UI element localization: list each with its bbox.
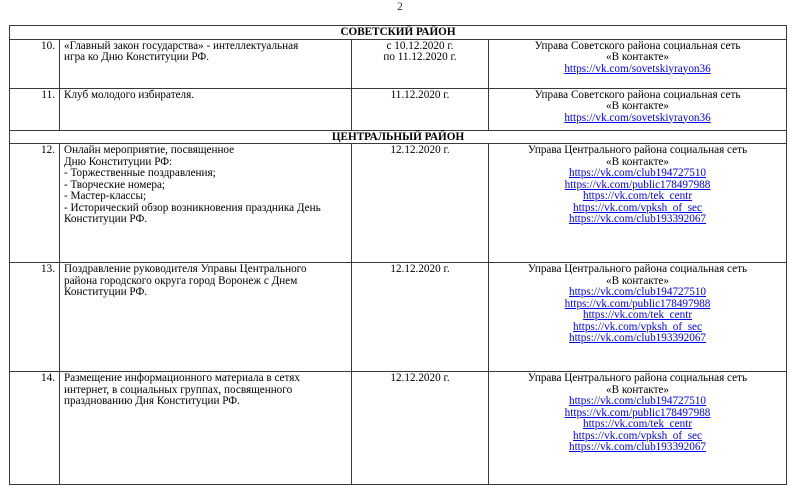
description-line: игра ко Дню Конституции РФ.	[64, 51, 210, 63]
vk-link[interactable]: https://vk.com/club194727510	[568, 167, 707, 179]
source-text: Управа Советского района социальная сеть	[534, 39, 741, 52]
vk-link[interactable]: https://vk.com/public178497988	[564, 297, 711, 310]
vk-link[interactable]: https://vk.com/club193392067	[568, 213, 707, 225]
source-text: Управа Центрального района социальная сеть	[527, 263, 748, 275]
vk-link[interactable]: https://vk.com/public178497988	[564, 406, 711, 419]
date-line: 11.12.2020 г.	[390, 88, 450, 101]
vk-link[interactable]: https://vk.com/vpksh_of_sec	[573, 320, 702, 333]
event-description	[60, 263, 352, 372]
table-row	[10, 88, 787, 130]
table-row	[10, 263, 787, 372]
events-table	[9, 25, 787, 485]
event-date	[352, 144, 489, 263]
row-number: 13.	[10, 263, 60, 372]
vk-link[interactable]: https://vk.com/club194727510	[568, 395, 707, 407]
event-date	[352, 88, 489, 130]
description-line: - Творческие номера;	[64, 178, 166, 191]
description-line: празднованию Дня Конституции РФ.	[64, 395, 240, 407]
date-line: по 11.12.2020 г.	[383, 51, 457, 63]
date-line: 12.12.2020 г.	[390, 144, 450, 156]
vk-link[interactable]: https://vk.com/club193392067	[568, 441, 707, 453]
date-line: с 10.12.2020 г.	[386, 39, 454, 52]
row-number: 14.	[10, 372, 60, 485]
source-text: «В контакте»	[606, 155, 670, 168]
event-source	[489, 372, 787, 485]
event-source	[489, 263, 787, 372]
table-row	[10, 372, 787, 485]
table-row	[10, 144, 787, 263]
row-number: 11.	[10, 88, 60, 130]
vk-link[interactable]: https://vk.com/sovetskiyrayon36	[564, 111, 711, 124]
section-header-row	[10, 26, 787, 40]
section-title: СОВЕТСКИЙ РАЙОН	[10, 26, 787, 40]
event-date	[352, 39, 489, 88]
vk-link[interactable]: https://vk.com/vpksh_of_sec	[573, 429, 702, 442]
event-source	[489, 88, 787, 130]
page-number: 2	[397, 1, 403, 13]
row-number: 12.	[10, 144, 60, 263]
vk-link[interactable]: https://vk.com/club194727510	[568, 286, 707, 298]
event-date	[352, 263, 489, 372]
date-line: 12.12.2020 г.	[390, 263, 450, 275]
event-source	[489, 39, 787, 88]
description-line: Конституции РФ.	[64, 286, 148, 298]
vk-link[interactable]: https://vk.com/tek_centr	[582, 309, 693, 321]
date-line: 12.12.2020 г.	[390, 372, 450, 384]
source-text: «В контакте»	[606, 274, 670, 287]
source-text: «В контакте»	[606, 51, 670, 63]
source-text: «В контакте»	[606, 383, 670, 396]
section-title: ЦЕНТРАЛЬНЫЙ РАЙОН	[10, 130, 787, 144]
source-text: «В контакте»	[606, 100, 670, 112]
description-line: Дню Конституции РФ:	[64, 155, 173, 168]
description-line: - Мастер-классы;	[64, 190, 147, 202]
event-description	[60, 39, 352, 88]
description-line: района городского округа город Воронеж с Днем	[64, 274, 298, 287]
row-number: 10.	[10, 39, 60, 88]
source-text: Управа Центрального района социальная сеть	[527, 144, 748, 156]
description-line: Поздравление руководителя Управы Центрального	[64, 263, 307, 275]
source-text: Управа Советского района социальная сеть	[534, 88, 741, 101]
description-line: интернет, в социальных группах, посвященного	[64, 383, 293, 396]
table-row	[10, 39, 787, 88]
description-line: «Главный закон государства» - интеллектуальная	[64, 39, 299, 52]
event-date	[352, 372, 489, 485]
description-line: - Торжественные поздравления;	[64, 167, 216, 179]
description-line: Клуб молодого избирателя.	[64, 88, 195, 101]
event-description	[60, 144, 352, 263]
section-header-row	[10, 130, 787, 144]
event-description	[60, 372, 352, 485]
vk-link[interactable]: https://vk.com/club193392067	[568, 332, 707, 344]
vk-link[interactable]: https://vk.com/public178497988	[564, 178, 711, 191]
event-source	[489, 144, 787, 263]
description-line: Размещение информационного материала в сетях	[64, 372, 301, 384]
description-line: Онлайн мероприятие, посвященное	[64, 144, 235, 156]
description-line: Конституции РФ.	[64, 213, 148, 225]
vk-link[interactable]: https://vk.com/sovetskiyrayon36	[564, 62, 711, 75]
vk-link[interactable]: https://vk.com/tek_centr	[582, 190, 693, 202]
description-line: - Исторический обзор возникновения праздника День	[64, 201, 321, 214]
event-description	[60, 88, 352, 130]
source-text: Управа Центрального района социальная сеть	[527, 372, 748, 384]
vk-link[interactable]: https://vk.com/vpksh_of_sec	[573, 201, 702, 214]
vk-link[interactable]: https://vk.com/tek_centr	[582, 418, 693, 430]
